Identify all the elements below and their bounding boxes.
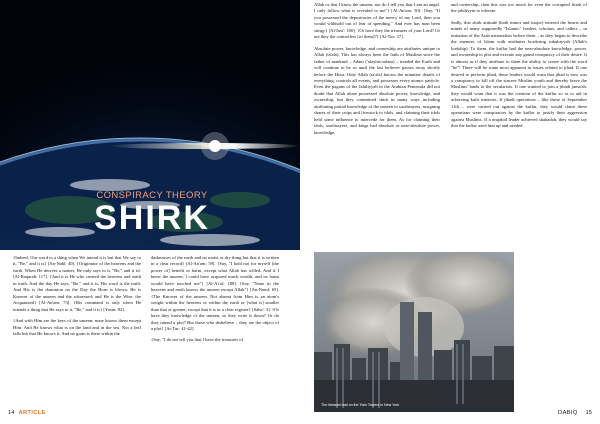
- paragraph: Sadly, this shirk attitude (both minor and major) entered the hearts and minds of many supposedly "Islamic" leaders, scholars, and callers – in imitation of the Arab nationalists before them – as they began to describe the enemies of Islam with attributes bordering rububiyyah (Allah's lordship). To them, the kuffar had the near-absolute knowledge, power, and ownership to plot and execute any grand conspiracy of their desire. It is almost as if they attribute to them the ability to create with the word "be"! There will be some most apparent in issues related to jihad. If one desired to perform jihad, these leaders would warn that jihad is now was a conspiracy to kill off the sincere Muslim youth and thereby leave the Muslims' lands to the secularists. If one wanted to join a jihadi jama'ah, they would warn that it was the creation of the kuffar so as to aid in achieving kafir interests. If jihadi operations – like those of September 11th – were carried out against the kuffar, they would claim these operations were conspiracies by the kuffar to justify their aggression against Muslims. If a mujahid leader achieved shahadah, they would say that the kuffar used him up and needed: [451, 19, 587, 129]
- article-title: SHIRK: [94, 199, 210, 237]
- section-label: ARTICLE: [18, 410, 46, 416]
- page-number: 14: [8, 410, 15, 416]
- left-page-column-2: [151, 255, 279, 405]
- magazine-name: DABIQ: [558, 410, 578, 416]
- right-page-column-1: [314, 2, 440, 252]
- paragraph: {Indeed, Our word to a thing when We intend it is but that We say to it, "Be," and it is} [An-Nahl: 40]. {Originator of the heavens and the earth. When He decrees a matter, He only says to it, "Be," and it is} [Al-Baqarah: 117]. {And it is He who created the heavens and earth in truth. And the day He says, "Be," and it is, His word is the truth. And His is the dominion on the Day the Horn is blown. He is Knower of the unseen and the witnessed; and He is the Wise, the Acquainted} [Al-An'am: 73]. {His command is only when He intends a thing that He says to it, "Be," and it is} [Yasin: 82].: [13, 255, 141, 312]
- paragraph: Absolute power, knowledge, and ownership are attributes unique to Allah (ta'ala). This has always been the faith of Muslims since the father of mankind – Adam ('alayhis-salam) – treaded the Earth and will continue to be so until the last believer passes away shortly before the Hour. Only Allah (ta'ala) knows the minutest details of everything, controls all events, and possesses every atomic particle. Even the pagans of the Jahiliyyah in the Arabian Peninsula did not doubt that Allah alone possessed absolute power, knowledge, and ownership, but they committed shirk in many ways including attributing partial knowledge of the unseen to soothsayers, assigning shares of their crops and livestock to idols, and claiming their idols held some influence to intercede for them. As for claiming their idols, soothsayers, and kings had absolute or near-absolute power, knowledge,: [314, 45, 440, 135]
- left-page-column-1: [13, 255, 141, 405]
- earth-hero-image: [0, 0, 300, 250]
- paragraph: {Say, "I do not tell you that I have the treasures of: [151, 337, 244, 343]
- paragraph: darknesses of the earth and no moist or dry thing but that it is written in a clear record} [Al-An'am: 59]. {Say, "I hold not for myself [the power of] benefit or harm, except what Allah has willed. And if I knew the unseen, I could have acquired much wealth, and no harm would have touched me"} [Al-A'raf: 188]. {Say, "None in the heavens and earth knows the unseen except Allah"} [An-Naml: 65]. {The Knower of the unseen. Not absent from Him is an atom's weight within the heavens or within the earth or [what is] smaller than that or greater, except that it is in a clear register} [Saba': 3]. {Or have they knowledge of the unseen, so they write it down? Or do they intend a plot? But those who disbelieve – they are the object of a plot} [At-Tur: 41-42].: [151, 255, 279, 331]
- right-page: [300, 0, 600, 424]
- photo-caption: The blessed raid on the Twin Towers in New York: [321, 402, 400, 407]
- paragraph: Allah or that I know the unseen, nor do I tell you that I am an angel. I only follow what is revealed to me"} [Al-An'am: 50]. {Say, "If you possessed the depositories of the mercy of my Lord, then you would withhold out of fear of spending." And ever has man been stingy} [Al-Isra': 100]. {Or have they the treasures of your Lord? Or are they the controllers [of them]?} [At-Tur: 37].: [314, 2, 440, 40]
- page-number: 15: [585, 410, 592, 416]
- twin-towers-photo: [314, 252, 514, 412]
- right-page-footer: [558, 407, 592, 419]
- left-page-footer: [8, 407, 46, 419]
- paragraph: {And with Him are the keys of the unseen; none knows them except Him. And He knows what is on the land and in the sea. Not a leaf falls but that He knows it. And no grain is there within the: [13, 318, 141, 336]
- article-kicker: CONSPIRACY THEORY: [96, 190, 208, 201]
- paragraph: and ownership, then this was too much for even the corrupted fitrah of the jahiliyyin to tolerate.: [451, 2, 587, 14]
- right-page-column-2: [451, 2, 587, 252]
